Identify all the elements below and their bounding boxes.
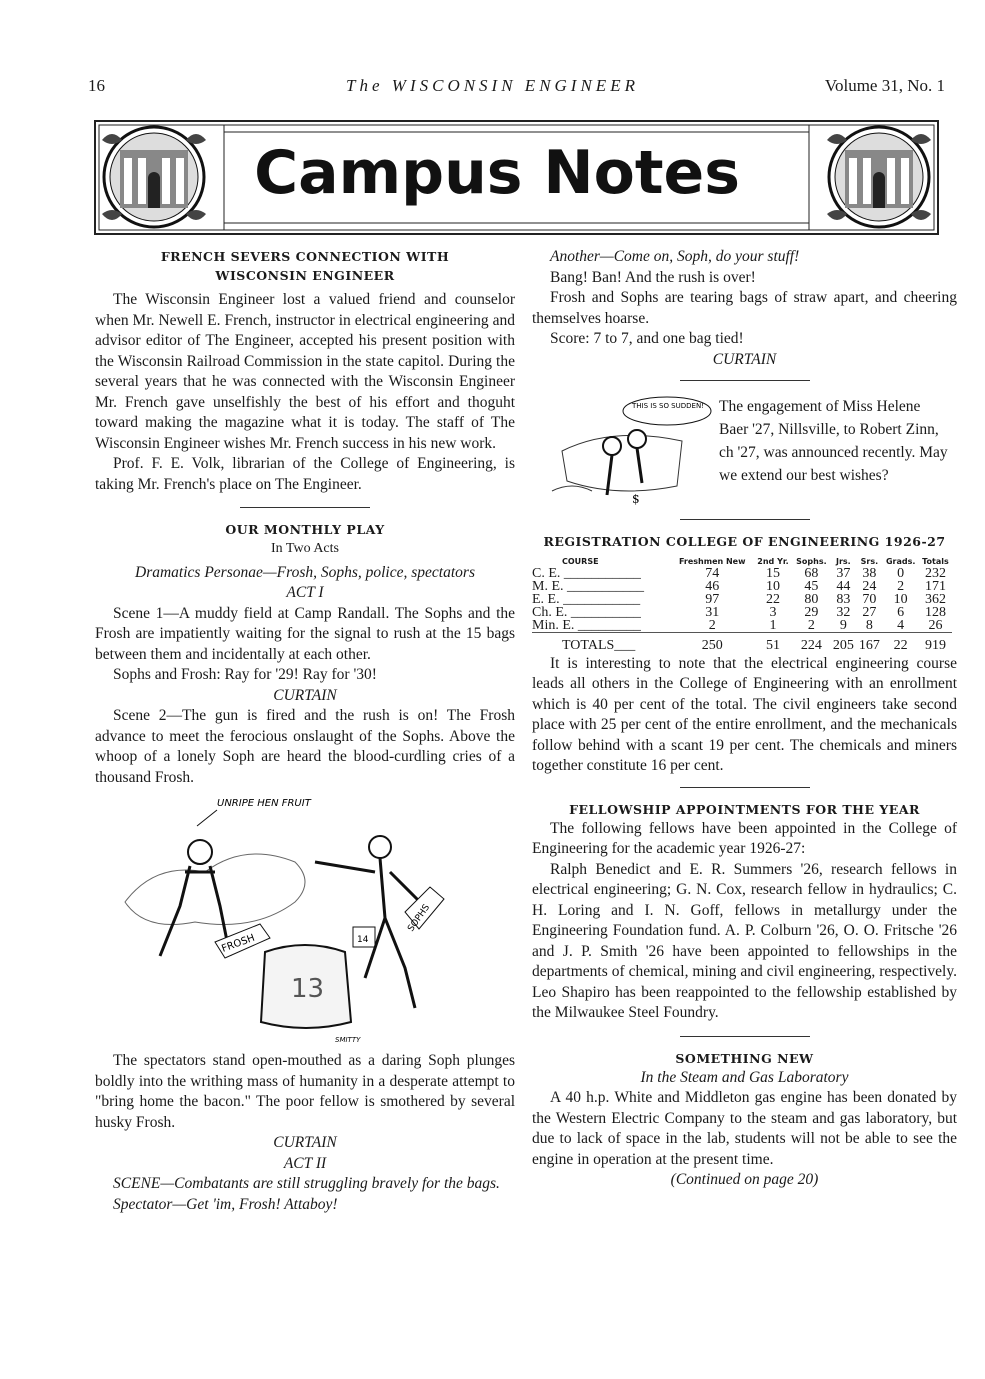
curtain-label: CURTAIN — [273, 686, 337, 704]
act-2-label: ACT II — [283, 1154, 327, 1172]
curtain-label-3: CURTAIN — [712, 350, 777, 368]
rush-cartoon — [105, 792, 505, 1047]
cheer-line: Sophs and Frosh: Ray for '29! Ray for '30! — [113, 666, 377, 683]
sophs-pennant-label: SOPHS — [406, 902, 433, 934]
col-grads: Grads. — [885, 556, 916, 566]
engagement-cartoon — [532, 391, 712, 509]
page-number: 16 — [88, 76, 105, 95]
something-new-heading: SOMETHING NEW — [675, 1050, 814, 1066]
right-column — [532, 247, 957, 1191]
play-subheading: In Two Acts — [271, 541, 339, 556]
col-jrs: Jrs. — [835, 556, 851, 566]
page-title: Campus Notes — [254, 138, 740, 208]
running-title: The WISCONSIN ENGINEER — [346, 76, 639, 95]
table-row: Min. E. _________ 2 1 2 9 8 4 26 — [532, 619, 952, 633]
col-freshmen-new: Freshmen New — [678, 556, 746, 566]
continued-note: (Continued on page 20) — [670, 1171, 819, 1188]
spectators-paragraph: The spectators stand open-mouthed as a daring Soph plunges boldly into the writhing mass of humanity in a desperate attempt to "bring home the bacon." The poor fellow is smothered by several husky Frosh. — [95, 1052, 515, 1131]
cartoon-caption: UNRIPE HEN FRUIT — [217, 798, 311, 809]
engagement-block — [532, 391, 957, 509]
french-heading-line1: FRENCH SEVERS CONNECTION WITH — [160, 249, 450, 264]
col-totals: Totals — [922, 556, 949, 566]
frosh-pennant-label: FROSH — [220, 932, 257, 955]
score-line: Score: 7 to 7, and one bag tied! — [550, 330, 744, 347]
col-second-year: 2nd Yr. — [757, 556, 789, 566]
registration-heading: REGISTRATION COLLEGE OF ENGINEERING 1926-27 — [543, 534, 946, 549]
table-row: E. E. ___________ 97 22 80 83 70 10 362 — [532, 591, 946, 607]
french-heading-line2: WISCONSIN ENGINEER — [215, 268, 395, 283]
divider — [240, 507, 370, 508]
table-row: M. E. ___________ 46 10 45 44 24 2 171 — [532, 578, 946, 594]
bag-14-label: 14 — [357, 935, 369, 945]
fellowship-heading: FELLOWSHIP APPOINTMENTS FOR THE YEAR — [569, 801, 920, 817]
building-medallion-right — [827, 127, 931, 227]
divider — [680, 519, 810, 520]
col-course: COURSE — [562, 556, 599, 566]
curtain-label-2: CURTAIN — [273, 1134, 337, 1151]
cartoon-signature: SMITTY — [335, 1036, 361, 1044]
engagement-text: The engagement of Miss Helene Baer '27, Nillsville, to Robert Zinn, ch '27, was announced recently. May we extend our best wishes? — [719, 398, 948, 484]
table-row: C. E. ___________ 74 15 68 37 38 0 232 — [532, 565, 946, 581]
french-paragraph-2: Prof. F. E. Volk, librarian of the College of Engineering, is taking Mr. French's place on The Engineer. — [95, 455, 515, 493]
divider — [680, 1036, 810, 1037]
registration-table — [532, 557, 952, 652]
something-new-subheading: In the Steam and Gas Laboratory — [640, 1068, 849, 1086]
divider — [680, 380, 810, 381]
divider — [680, 787, 810, 788]
svg-text:$: $ — [632, 492, 640, 506]
fellowship-paragraph-2: Ralph Benedict and E. R. Summers '26, research fellows in electrical engineering; G. N. Cox, research fellow in hydraulics; C. H. Loring and I. N. Goff, fellows in metallurgy under the Engineering Foundation fund. A. P. Colburn '26, O. O. Fritsche '26 and J. P. Smith '26 have been appointed to fellowships in the departments of chemical, mining and civil engineering, respectively. Leo Shapiro has been reappointed to the fellowship established by the Milwaukee Steel Foundry. — [532, 860, 957, 1021]
bubble-text: THIS IS SO SUDDEN! — [632, 402, 704, 410]
scene-1: Scene 1—A muddy field at Camp Randall. The Sophs and the Frosh are impatiently waiting for the signal to rush at the 15 bags between them and incidentally at each other. — [95, 604, 515, 663]
another-line: Another—Come on, Soph, do your stuff! — [550, 248, 800, 265]
bag-13-label: 13 — [291, 974, 325, 1004]
tearing-paragraph: Frosh and Sophs are tearing bags of straw apart, and cheering themselves hoarse. — [532, 289, 957, 327]
fellowship-paragraph-1: The following fellows have been appointed in the College of Engineering for the academic year 1926-27: — [532, 819, 957, 857]
registration-analysis: It is interesting to note that the electrical engineering course leads all others in the College of Engineering with an enrollment which is 40 per cent of the total. The civil engineers take second place with 25 per cent of the entire enrollment, and the mechanicals follow behind with a scant 19 per cent. The chemicals and miners together constitute 16 per cent. — [532, 654, 957, 774]
left-column — [95, 247, 515, 1215]
col-srs: Srs. — [860, 556, 879, 566]
col-sophs: Sophs. — [796, 556, 827, 566]
bang-line: Bang! Ban! And the rush is over! — [550, 268, 756, 286]
table-row: Ch. E. __________ 31 3 29 32 27 6 128 — [532, 604, 946, 620]
play-heading: OUR MONTHLY PLAY — [225, 522, 385, 537]
play-personae: Dramatics Personae—Frosh, Sophs, police, spectators — [135, 563, 475, 581]
act-2-scene: SCENE—Combatants are still struggling bravely for the bags. — [113, 1175, 500, 1192]
scene-2: Scene 2—The gun is fired and the rush is on! The Frosh advance to meet the ferocious onslaught of the Sophs. Above the whoop of a lonely Soph are heard the blood-curdling cries of a thousand Frosh. — [95, 707, 515, 786]
act-1-label: ACT I — [286, 584, 324, 601]
totals-row: TOTALS___ 250 51 224 205 167 22 919 — [562, 637, 946, 653]
building-medallion-left — [102, 127, 206, 227]
something-new-paragraph: A 40 h.p. White and Middleton gas engine has been donated by the Western Electric Company to the steam and gas laboratory, but due to lack of space in the lab, students will not be able to see the engine in operation at the present time. — [532, 1089, 957, 1168]
spectator-line: Spectator—Get 'im, Frosh! Attaboy! — [113, 1195, 338, 1213]
french-paragraph-1: The Wisconsin Engineer lost a valued friend and counselor when Mr. Newell E. French, instructor in electrical engineering and advisor editor of The Engineer, accepted his present position with the Wisconsin Railroad Commission in the state capitol. During the several years that he was connected with the Wisconsin Engineer Mr. French gave unselfishly the best of his effort and thoguht toward making the magazine what it is today. The staff of The Wisconsin Engineer wishes Mr. French success in his new work. — [95, 291, 515, 452]
volume-label: Volume 31, No. 1 — [824, 76, 945, 95]
